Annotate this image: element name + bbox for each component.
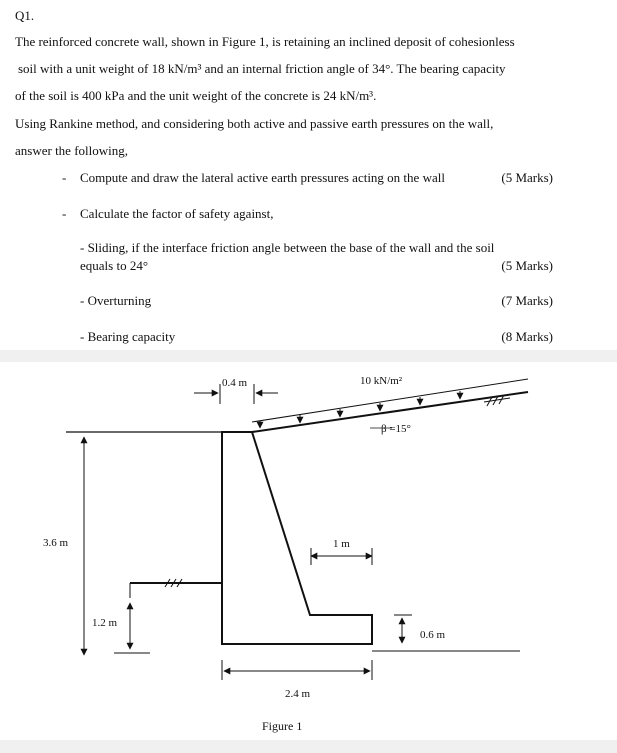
label-base-width: 2.4 m xyxy=(285,688,311,700)
subitem-sliding-marks: (5 Marks) xyxy=(501,258,553,273)
item-text-2: Calculate the factor of safety against, xyxy=(80,206,274,221)
soil-hatch-toe xyxy=(165,579,182,587)
paragraph-line-4: Using Rankine method, and considering both active and passive earth pressures on the wall, xyxy=(15,116,494,131)
subitem-sliding-line2: equals to 24° xyxy=(80,258,149,273)
figure-1 xyxy=(0,362,617,740)
paragraph-line-1: The reinforced concrete wall, shown in Figure 1, is retaining an inclined deposit of cohesionless xyxy=(15,34,515,49)
dim-base-thickness xyxy=(394,615,412,643)
subitem-sliding-line1: - Sliding, if the interface friction angle between the base of the wall and the soil xyxy=(80,240,495,255)
label-heel-width: 1 m xyxy=(333,538,350,550)
dim-base-width xyxy=(222,660,372,680)
label-surcharge: 10 kN/m² xyxy=(360,375,403,387)
surcharge-arrows xyxy=(260,391,460,428)
item-bullet-2: - xyxy=(62,206,67,221)
label-wall-height: 3.6 m xyxy=(43,537,69,549)
subitem-overturning-marks: (7 Marks) xyxy=(501,293,553,308)
paragraph-line-3: of the soil is 400 kPa and the unit weight of the concrete is 24 kN/m³. xyxy=(15,88,377,103)
subitem-bearing: - Bearing capacity xyxy=(80,329,176,344)
label-toe-depth: 1.2 m xyxy=(92,617,118,629)
dim-toe-depth xyxy=(114,603,150,653)
item-marks-1: (5 Marks) xyxy=(501,170,553,185)
retaining-wall-diagram xyxy=(0,362,617,740)
paragraph-line-2: soil with a unit weight of 18 kN/m³ and an internal friction angle of 34°. The bearing capacity xyxy=(18,61,506,76)
separator-band xyxy=(0,350,617,362)
figure-caption: Figure 1 xyxy=(262,719,303,733)
subitem-overturning: - Overturning xyxy=(80,293,152,308)
label-slope-angle: β =15° xyxy=(381,423,411,435)
item-text-1: Compute and draw the lateral active earth pressures acting on the wall xyxy=(80,170,445,185)
label-top-width: 0.4 m xyxy=(222,377,248,389)
dim-heel-width xyxy=(311,548,372,565)
label-base-thickness: 0.6 m xyxy=(420,629,446,641)
question-block xyxy=(0,0,617,350)
subitem-bearing-marks: (8 Marks) xyxy=(501,329,553,344)
item-bullet-1: - xyxy=(62,170,67,185)
paragraph-line-5: answer the following, xyxy=(15,143,129,158)
question-number: Q1. xyxy=(15,8,35,23)
bottom-band xyxy=(0,740,617,753)
